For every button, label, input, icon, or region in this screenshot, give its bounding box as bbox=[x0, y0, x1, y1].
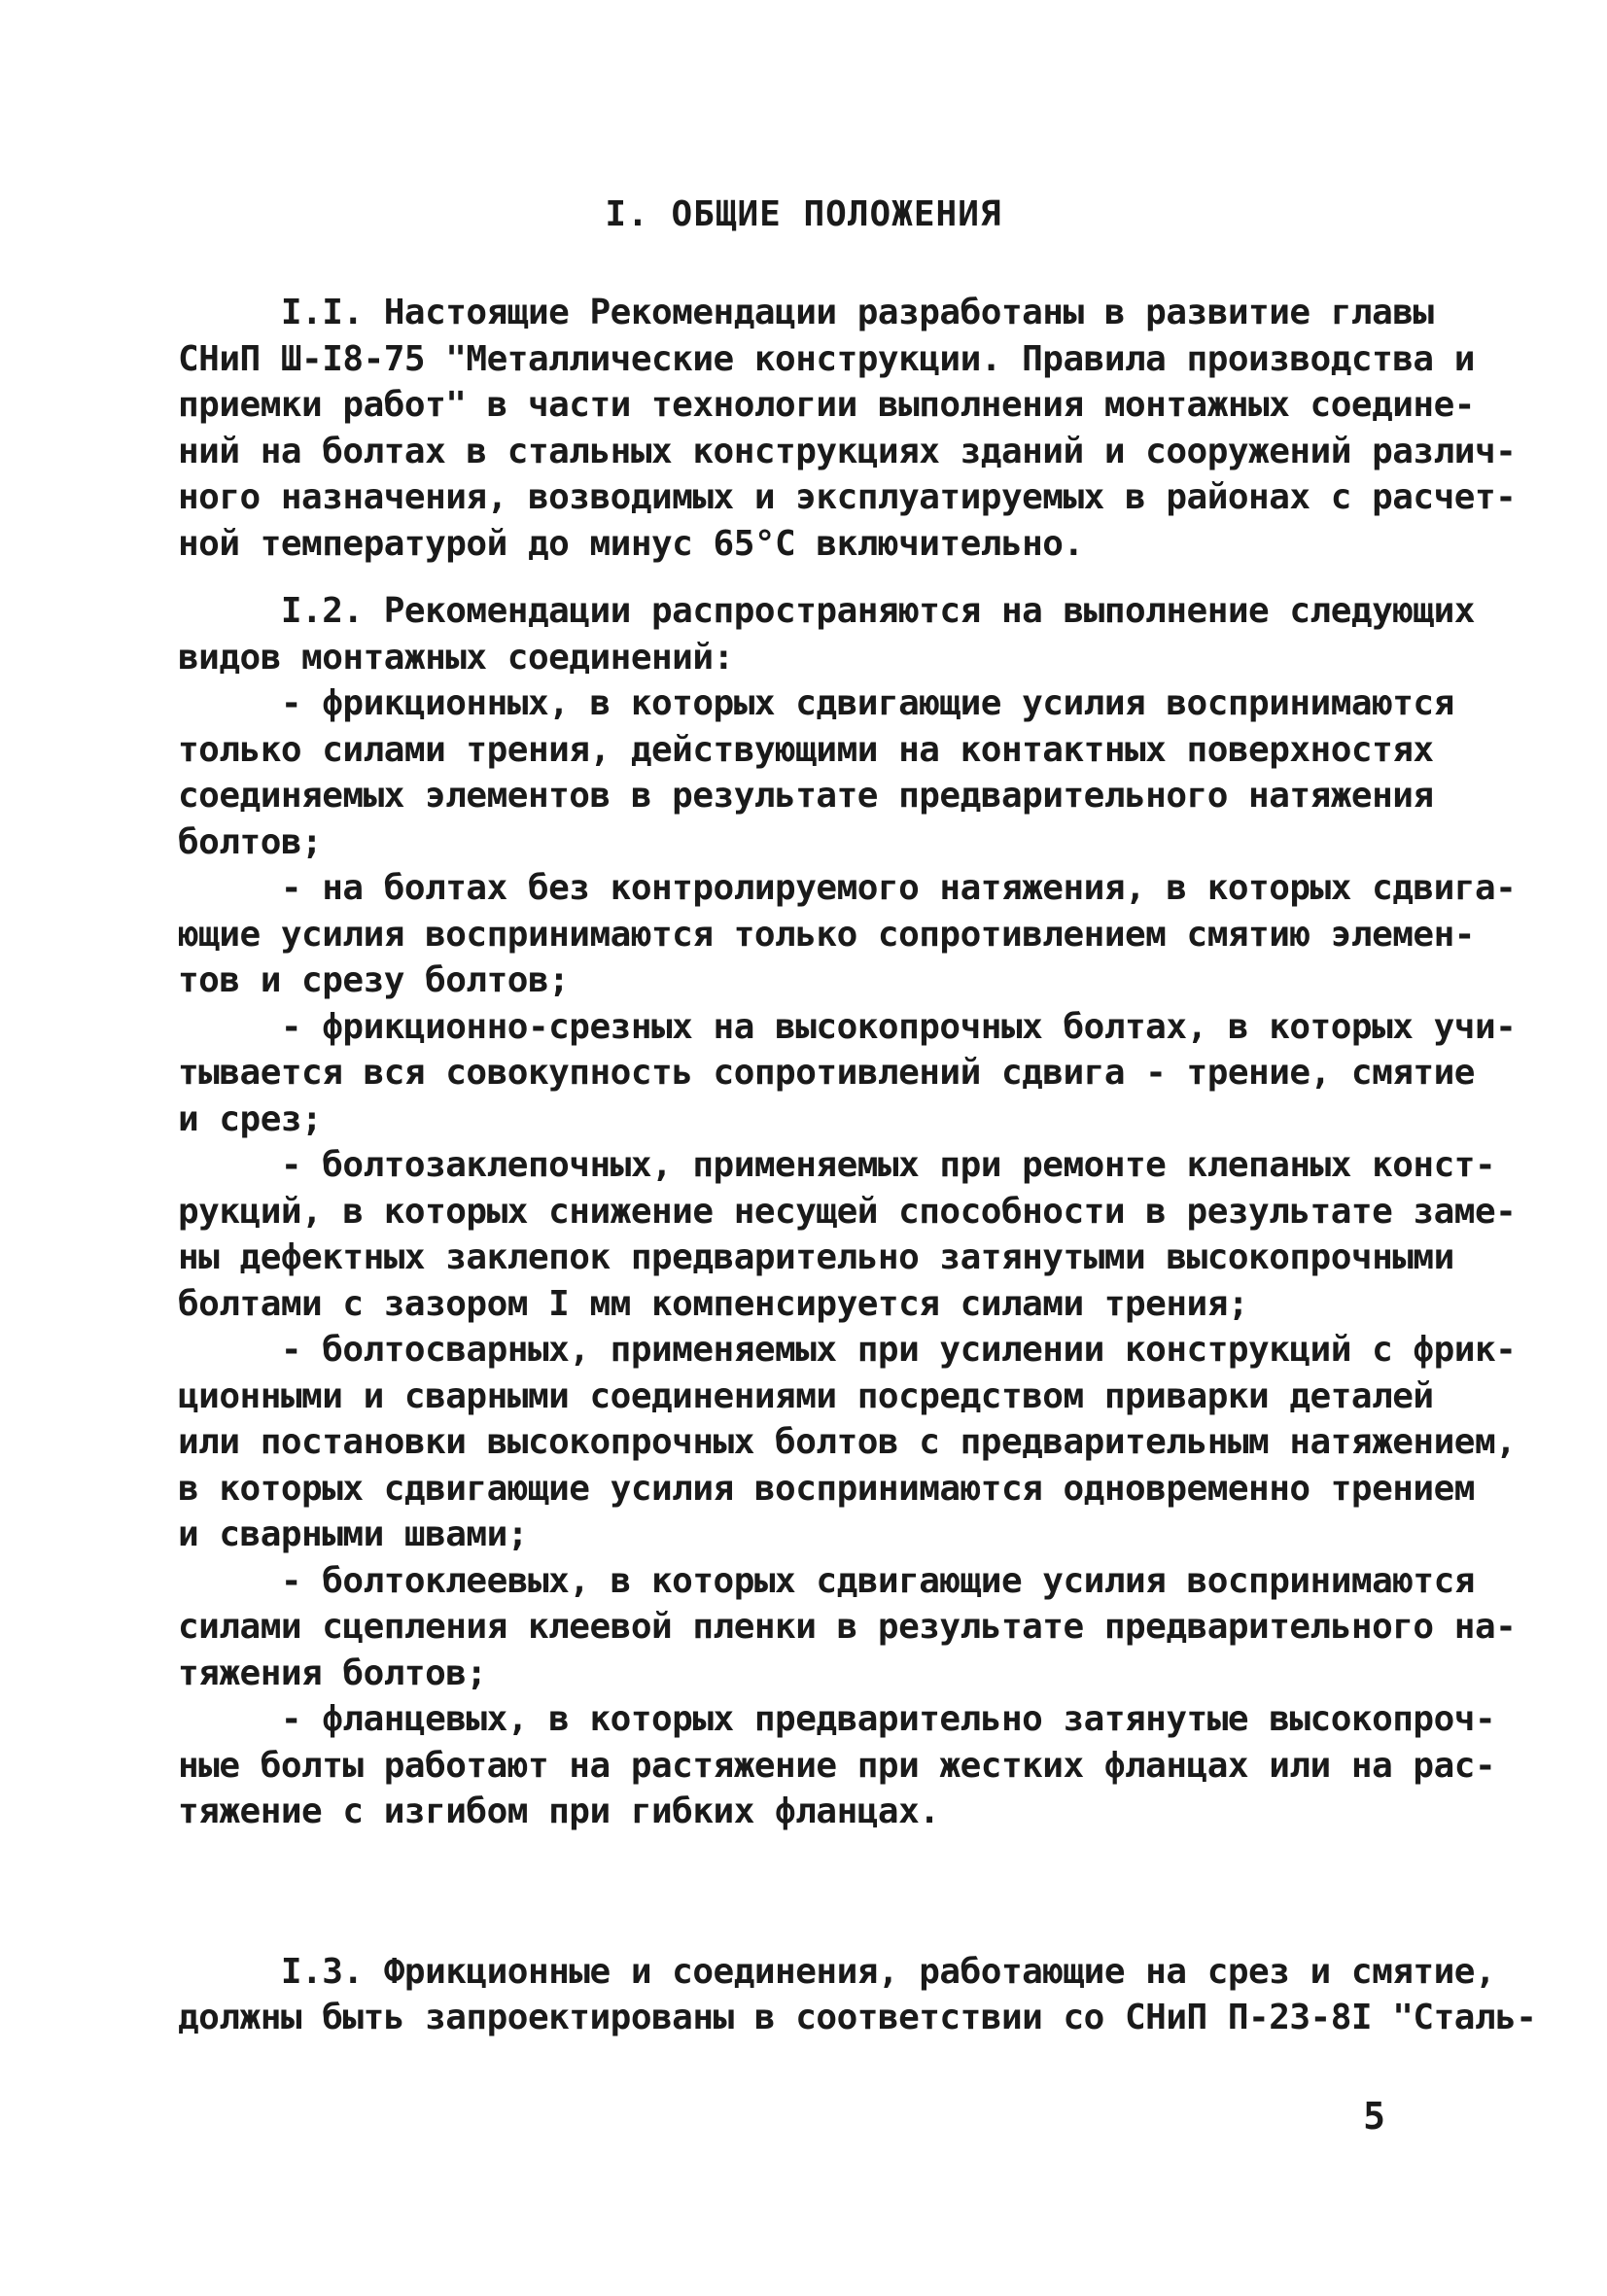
text-line: - фрикционных, в которых сдвигающие усилия воспринимаются bbox=[178, 683, 1454, 723]
text-line: СНиП Ш-I8-75 "Металлические конструкции. Правила производства и bbox=[178, 338, 1475, 379]
text-line: только силами трения, действующими на контактных поверхностях bbox=[178, 729, 1434, 770]
text-line bbox=[178, 1835, 1471, 1882]
text-line: и сварными швами; bbox=[178, 1514, 528, 1554]
text-line: - на болтах без контролируемого натяжения, в которых сдвига- bbox=[178, 868, 1517, 908]
text-line: приемки работ" в части технологии выполнения монтажных соедине- bbox=[178, 385, 1475, 425]
text-line: ного назначения, возводимых и эксплуатируемых в районах с расчет- bbox=[178, 477, 1517, 517]
text-line: видов монтажных соединений: bbox=[178, 637, 734, 678]
text-line: тяжение с изгибом при гибких фланцах. bbox=[178, 1792, 940, 1831]
text-line: - болтоклеевых, в которых сдвигающие усилия воспринимаются bbox=[178, 1560, 1475, 1601]
text-line: I.2. Рекомендации распространяются на выполнение следующих bbox=[178, 591, 1475, 631]
paragraph-1-2 bbox=[178, 588, 1517, 1928]
text-line: ной температурой до минус 65°С включительно. bbox=[178, 523, 1084, 564]
paragraph-1-3 bbox=[178, 1949, 1537, 2041]
text-line: или постановки высокопрочных болтов с предварительным натяжением, bbox=[178, 1422, 1517, 1462]
document-body bbox=[178, 290, 1537, 2041]
text-line: силами сцепления клеевой пленки в результате предварительного на- bbox=[178, 1607, 1517, 1647]
text-line: - фланцевых, в которых предварительно затянутые высокопроч- bbox=[178, 1699, 1496, 1739]
paragraph-1-1 bbox=[178, 290, 1517, 567]
section-heading: I. ОБЩИЕ ПОЛОЖЕНИЯ bbox=[605, 194, 1002, 234]
text-line: рукций, в которых снижение несущей способности в результате заме- bbox=[178, 1191, 1517, 1232]
text-line: ционными и сварными соединениями посредством приварки деталей bbox=[178, 1375, 1434, 1416]
text-line: должны быть запроектированы в соответствии со СНиП П-23-8I "Сталь- bbox=[178, 1998, 1537, 2037]
text-line: ющие усилия воспринимаются только сопротивлением смятию элемен- bbox=[178, 914, 1475, 955]
page-number: 5 bbox=[1363, 2095, 1385, 2138]
text-line: болтами с зазором I мм компенсируется силами трения; bbox=[178, 1283, 1249, 1324]
text-line: тывается вся совокупность сопротивлений сдвига - трение, смятие bbox=[178, 1053, 1475, 1093]
text-line: тов и срезу болтов; bbox=[178, 960, 570, 1000]
text-line: тяжения болтов; bbox=[178, 1652, 487, 1693]
text-line: - фрикционно-срезных на высокопрочных болтах, в которых учи- bbox=[178, 1006, 1517, 1047]
text-line: I.I. Настоящие Рекомендации разработаны в развитие главы bbox=[178, 293, 1434, 332]
text-line: ны дефектных заклепок предварительно затянутыми высокопрочными bbox=[178, 1237, 1454, 1277]
text-line: - болтосварных, применяемых при усилении конструкций с фрик- bbox=[178, 1330, 1517, 1370]
text-line: - болтозаклепочных, применяемых при ремонте клепаных конст- bbox=[178, 1145, 1496, 1185]
text-line: ные болты работают на растяжение при жестких фланцах или на рас- bbox=[178, 1745, 1496, 1786]
text-line: в которых сдвигающие усилия воспринимаются одновременно трением bbox=[178, 1468, 1475, 1509]
text-line: соединяемых элементов в результате предварительного натяжения bbox=[178, 776, 1434, 816]
text-line: I.3. Фрикционные и соединения, работающие на срез и смятие, bbox=[178, 1951, 1496, 1992]
text-line: и срез; bbox=[178, 1098, 323, 1139]
text-line: болтов; bbox=[178, 821, 323, 862]
text-line: ний на болтах в стальных конструкциях зданий и сооружений различ- bbox=[178, 431, 1517, 471]
text-line bbox=[178, 1881, 1471, 1928]
